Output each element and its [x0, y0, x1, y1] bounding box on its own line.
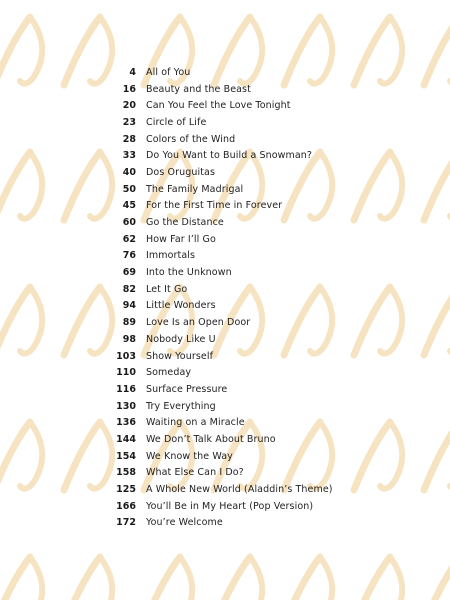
toc-page-number: 98: [122, 333, 136, 345]
music-note-icon: [354, 17, 402, 85]
toc-page-number: 166: [116, 500, 136, 512]
toc-page-number: 45: [122, 200, 136, 212]
toc-song-title: Little Wonders: [146, 300, 216, 312]
toc-entry[interactable]: [112, 248, 333, 265]
music-note-icon: [354, 287, 402, 355]
toc-song-title: Someday: [146, 367, 192, 379]
music-note-icon: [284, 557, 332, 600]
toc-entry[interactable]: [112, 131, 333, 148]
toc-page-number: 33: [122, 150, 136, 162]
toc-song-title: Go the Distance: [146, 217, 224, 229]
toc-entry[interactable]: [112, 114, 333, 131]
music-note-icon: [424, 287, 450, 355]
toc-page-number: 144: [116, 433, 136, 445]
toc-song-title: Immortals: [146, 250, 196, 262]
toc-page-number: 82: [122, 283, 136, 295]
toc-entry[interactable]: [112, 214, 333, 231]
toc-entry[interactable]: [112, 97, 333, 114]
table-of-contents: [112, 64, 333, 531]
toc-song-title: We Know the Way: [146, 450, 233, 462]
music-note-icon: [0, 287, 42, 355]
toc-entry[interactable]: [112, 448, 333, 465]
toc-entry[interactable]: [112, 515, 333, 532]
toc-page-number: 69: [122, 267, 136, 279]
music-note-icon: [64, 557, 112, 600]
music-note-icon: [424, 557, 450, 600]
music-note-icon: [354, 422, 402, 490]
toc-song-title: Waiting on a Miracle: [146, 417, 245, 429]
toc-page-number: 125: [116, 484, 136, 496]
music-note-icon: [64, 287, 112, 355]
toc-page-number: 60: [122, 217, 136, 229]
toc-song-title: How Far I’ll Go: [146, 233, 216, 245]
music-note-icon: [354, 557, 402, 600]
toc-song-title: Surface Pressure: [146, 383, 228, 395]
toc-song-title: Love Is an Open Door: [146, 317, 251, 329]
toc-page-number: 130: [116, 400, 136, 412]
toc-song-title: Show Yourself: [146, 350, 214, 362]
toc-song-title: Try Everything: [146, 400, 216, 412]
music-note-icon: [424, 422, 450, 490]
toc-page-number: 76: [122, 250, 136, 262]
toc-song-title: We Don’t Talk About Bruno: [146, 433, 276, 445]
toc-page-number: 89: [122, 317, 136, 329]
toc-entry[interactable]: [112, 331, 333, 348]
music-note-icon: [64, 422, 112, 490]
toc-song-title: A Whole New World (Aladdin’s Theme): [146, 484, 333, 496]
music-note-icon: [354, 152, 402, 220]
toc-page-number: 136: [116, 417, 136, 429]
toc-song-title: Can You Feel the Love Tonight: [146, 100, 291, 112]
music-note-icon: [424, 17, 450, 85]
toc-entry[interactable]: [112, 431, 333, 448]
toc-song-title: The Family Madrigal: [146, 183, 244, 195]
toc-entry[interactable]: [112, 64, 333, 81]
music-note-icon: [64, 17, 112, 85]
toc-song-title: Circle of Life: [146, 116, 207, 128]
toc-song-title: Beauty and the Beast: [146, 83, 251, 95]
toc-song-title: For the First Time in Forever: [146, 200, 283, 212]
toc-page-number: 40: [122, 166, 136, 178]
music-note-icon: [0, 422, 42, 490]
toc-entry[interactable]: [112, 314, 333, 331]
toc-entry[interactable]: [112, 231, 333, 248]
toc-page-number: 23: [122, 116, 136, 128]
toc-page-number: 50: [122, 183, 136, 195]
toc-entry[interactable]: [112, 414, 333, 431]
toc-entry[interactable]: [112, 364, 333, 381]
toc-page-number: 172: [116, 517, 136, 529]
toc-song-title: Let It Go: [146, 283, 188, 295]
toc-entry[interactable]: [112, 381, 333, 398]
toc-song-title: All of You: [146, 66, 191, 78]
music-note-icon: [0, 17, 42, 85]
music-note-icon: [144, 557, 192, 600]
toc-entry[interactable]: [112, 181, 333, 198]
toc-song-title: Nobody Like U: [146, 333, 216, 345]
toc-entry[interactable]: [112, 348, 333, 365]
toc-entry[interactable]: [112, 147, 333, 164]
toc-entry[interactable]: [112, 281, 333, 298]
toc-page-number: 20: [122, 100, 136, 112]
music-note-icon: [0, 152, 42, 220]
toc-page-number: 110: [116, 367, 136, 379]
music-note-icon: [64, 152, 112, 220]
toc-entry[interactable]: [112, 198, 333, 215]
music-note-icon: [0, 557, 42, 600]
toc-entry[interactable]: [112, 298, 333, 315]
toc-page-number: 116: [116, 383, 136, 395]
toc-song-title: Do You Want to Build a Snowman?: [146, 150, 313, 162]
music-note-icon: [424, 152, 450, 220]
music-note-icon: [214, 557, 262, 600]
toc-page-number: 154: [116, 450, 136, 462]
toc-entry[interactable]: [112, 81, 333, 98]
toc-song-title: Colors of the Wind: [146, 133, 236, 145]
toc-song-title: You’re Welcome: [146, 517, 223, 529]
toc-page-number: 4: [129, 66, 136, 78]
toc-page-number: 158: [116, 467, 136, 479]
toc-song-title: Dos Oruguitas: [146, 166, 215, 178]
toc-page-number: 103: [116, 350, 136, 362]
toc-page-number: 94: [122, 300, 136, 312]
toc-page-number: 28: [122, 133, 136, 145]
toc-entry[interactable]: [112, 164, 333, 181]
toc-page-number: 16: [122, 83, 136, 95]
toc-entry[interactable]: [112, 264, 333, 281]
toc-song-title: What Else Can I Do?: [146, 467, 244, 479]
toc-entry[interactable]: [112, 398, 333, 415]
toc-entry[interactable]: [112, 465, 333, 482]
toc-entry[interactable]: [112, 498, 333, 515]
toc-song-title: Into the Unknown: [146, 267, 232, 279]
toc-entry[interactable]: [112, 481, 333, 498]
toc-page-number: 62: [122, 233, 136, 245]
toc-song-title: You’ll Be in My Heart (Pop Version): [146, 500, 314, 512]
